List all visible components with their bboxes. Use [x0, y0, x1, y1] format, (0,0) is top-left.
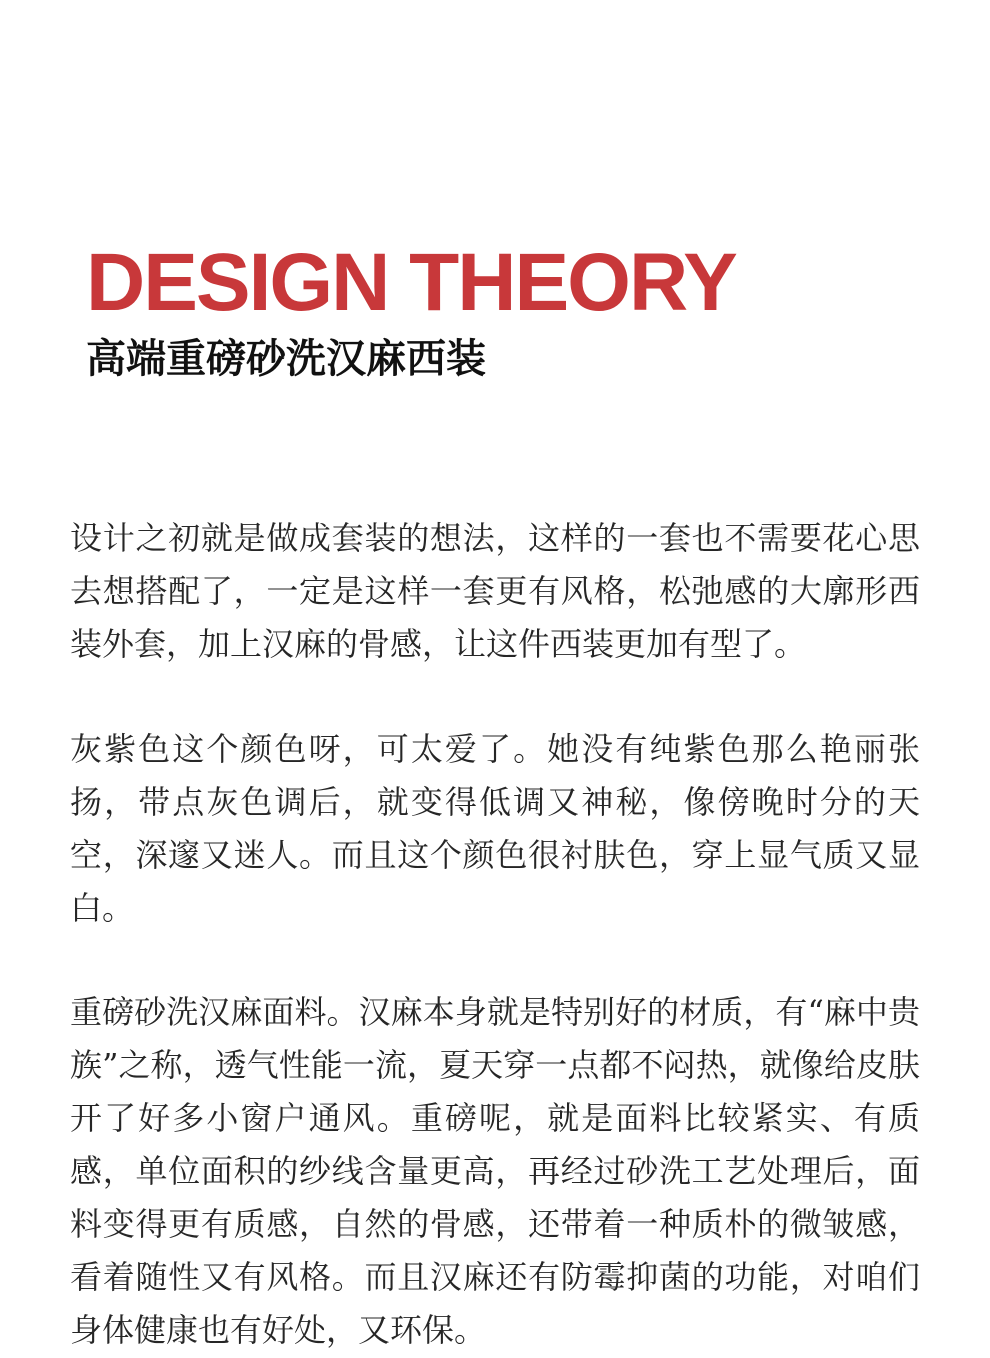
- paragraph-color: 灰紫色这个颜色呀，可太爱了。她没有纯紫色那么艳丽张扬，带点灰色调后，就变得低调又神秘，像傍晚时分的天空，深邃又迷人。而且这个颜色很衬肤色，穿上显气质又显白。: [70, 730, 920, 927]
- chinese-subtitle: 高端重磅砂洗汉麻西装: [86, 336, 486, 382]
- english-title: DESIGN THEORY: [86, 237, 736, 328]
- paragraph-design-concept: 设计之初就是做成套装的想法，这样的一套也不需要花心思去想搭配了，一定是这样一套更有风格，松弛感的大廓形西装外套，加上汉麻的骨感，让这件西装更加有型了。: [70, 519, 920, 663]
- paragraph-fabric: 重磅砂洗汉麻面料。汉麻本身就是特别好的材质，有“麻中贵族”之称，透气性能一流，夏天穿一点都不闷热，就像给皮肤开了好多小窗户通风。重磅呢，就是面料比较紧实、有质感，单位面积的纱线含量更高，再经过砂洗工艺处理后，面料变得更有质感，自然的骨感，还带着一种质朴的微皱感，看着随性又有风格。而且汉麻还有防霉抑菌的功能，对咱们身体健康也有好处，又环保。: [70, 993, 920, 1349]
